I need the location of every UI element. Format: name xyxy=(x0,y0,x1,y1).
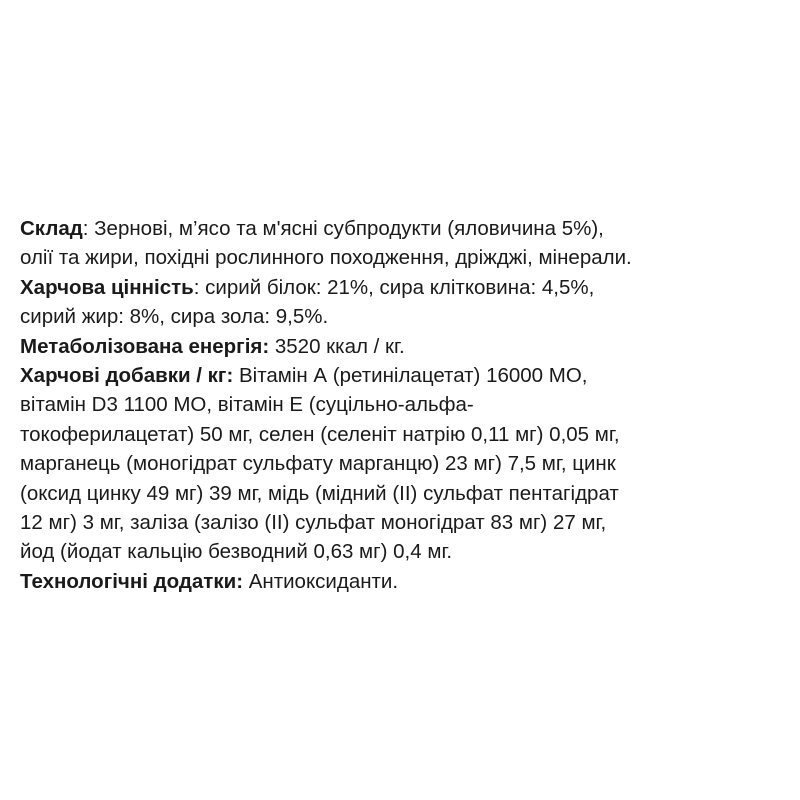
additives-line xyxy=(20,361,790,390)
additives-line xyxy=(20,390,790,419)
additives-line xyxy=(20,508,790,537)
additives-text: токоферилацетат) 50 мг, селен (селеніт натрію 0,11 мг) 0,05 мг, xyxy=(20,422,620,446)
technological-additives-line xyxy=(20,567,790,596)
technological-additives-heading: Технологічні додатки: xyxy=(20,569,244,593)
nutritional-value-text: : сирий білок: 21%, сира клітковина: 4,5%, xyxy=(193,275,595,299)
technological-additives-text: Антиоксиданти. xyxy=(243,569,399,593)
composition-text: : Зернові, м’ясо та м'ясні субпродукти (яловичина 5%), xyxy=(82,217,604,240)
metabolizable-energy-heading: Метаболізована енергія: xyxy=(20,334,270,358)
additives-text: 12 мг) 3 мг, заліза (залізо (II) сульфат моногідрат 83 мг) 27 мг, xyxy=(20,510,607,534)
additives-text: Вітамін А (ретинілацетат) 16000 МО, xyxy=(233,363,588,387)
additives-line xyxy=(20,449,790,478)
composition-text: олії та жири, похідні рослинного походження, дріжджі, мінерали. xyxy=(20,246,632,270)
additives-text: вітамін D3 1100 МО, вітамін Е (суцільно-альфа- xyxy=(20,393,474,417)
additives-line xyxy=(20,420,790,449)
nutritional-value-heading: Харчова цінність xyxy=(20,275,194,299)
metabolizable-energy-text: 3520 ккал / кг. xyxy=(269,334,405,358)
nutritional-value-line xyxy=(20,273,790,302)
additives-heading: Харчові добавки / кг: xyxy=(20,363,234,387)
nutritional-value-text: сирий жир: 8%, сира зола: 9,5%. xyxy=(20,305,329,329)
additives-text: (оксид цинку 49 мг) 39 мг, мідь (мідний (II) сульфат пентагідрат xyxy=(20,481,619,505)
composition-heading: Склад xyxy=(20,217,83,240)
composition-line xyxy=(20,243,790,272)
nutritional-value-line xyxy=(20,302,790,331)
product-composition-text xyxy=(20,214,790,596)
additives-line xyxy=(20,479,790,508)
additives-text: марганець (моногідрат сульфату марганцю) 23 мг) 7,5 мг, цинк xyxy=(20,452,616,476)
composition-line xyxy=(20,214,790,243)
metabolizable-energy-line xyxy=(20,332,790,361)
additives-text: йод (йодат кальцію безводний 0,63 мг) 0,4 мг. xyxy=(20,540,453,564)
additives-line xyxy=(20,537,790,566)
